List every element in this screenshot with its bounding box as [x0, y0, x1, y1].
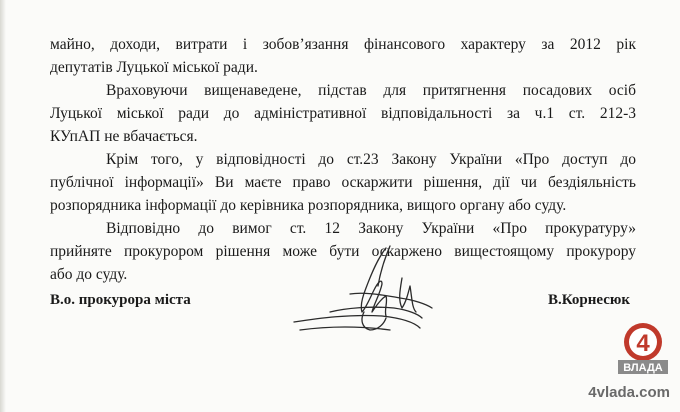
paragraph-line-8: розпорядника інформації до керівника розпорядника, вищого органу або суду. [50, 197, 567, 214]
handwritten-signature [290, 238, 450, 348]
paragraph-line-4: Луцької міської ради до адміністративної відповідальності за ч.1 ст. 212-3 [50, 105, 636, 122]
paragraph-line-9: Відповідно до вимог ст. 12 Закону України «Про прокуратуру» [106, 220, 636, 237]
signer-name: В.Корнесюк [548, 292, 630, 308]
logo-text: ВЛАДА [623, 362, 663, 374]
paragraph-line-3: Враховуючи вищенаведене, підстав для притягнення посадових осіб [106, 82, 636, 99]
page-edge-shadow [0, 0, 6, 412]
logo-number: 4 [636, 330, 650, 357]
paragraph-line-1: майно, доходи, витрати і зобов’язання фінансового характеру за 2012 рік [50, 36, 636, 53]
paragraph-line-10: прийняте прокурором рішення може бути оскаржено вищестоящому прокурору [50, 243, 636, 260]
site-watermark: 4vlada.com [588, 384, 670, 401]
paragraph-line-2: депутатів Луцької міської ради. [50, 59, 258, 76]
paragraph-line-5: КУпАП не вбачається. [50, 128, 198, 145]
vlada-logo [616, 318, 670, 376]
paragraph-line-7: публічної інформації» Ви маєте право оскаржити рішення, дії чи бездіяльність [50, 174, 636, 191]
paragraph-line-11: або до суду. [50, 266, 128, 283]
paragraph-line-6: Крім того, у відповідності до ст.23 Закону України «Про доступ до [106, 151, 636, 168]
signer-position: В.о. прокурора міста [50, 292, 191, 308]
